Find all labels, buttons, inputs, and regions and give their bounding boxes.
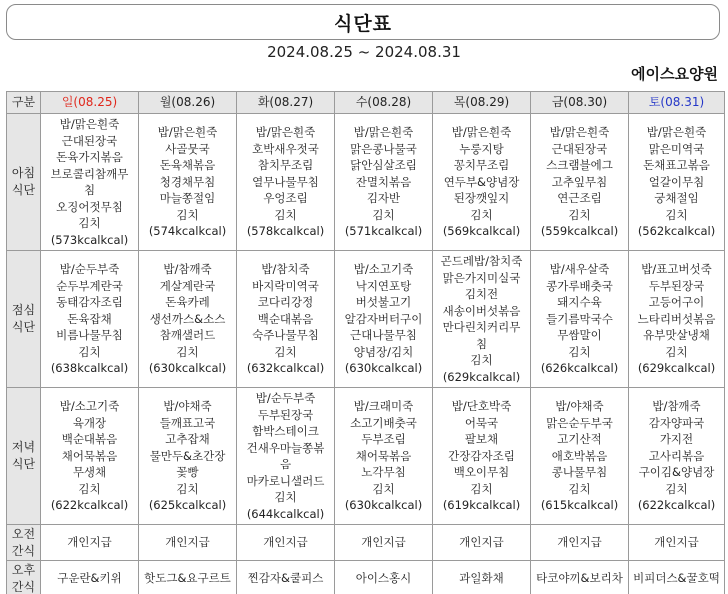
- calorie-label: (574kcalkcal): [148, 224, 227, 239]
- menu-item: 김치: [274, 207, 297, 222]
- menu-item: 꽃빵: [176, 465, 199, 480]
- calorie-label: (630kcalkcal): [344, 361, 423, 376]
- meal-label-line: 아침: [11, 166, 36, 180]
- menu-item: 팔보채: [464, 432, 499, 447]
- menu-item: 마카로니샐러드: [246, 473, 325, 488]
- menu-item: 어묵국: [464, 415, 499, 430]
- snack-cell: 개인지급: [139, 525, 237, 561]
- meal-cell: [335, 388, 433, 525]
- calorie-label: (626kcalkcal): [540, 361, 619, 376]
- menu-item: 근대된장국: [551, 141, 608, 156]
- menu-item: 비름나물무침: [56, 328, 123, 343]
- menu-item: 김치: [78, 344, 101, 359]
- meal-cell: [531, 388, 629, 525]
- menu-item: 감자양파국: [648, 415, 705, 430]
- menu-item: 김치: [470, 353, 493, 367]
- calorie-label: (573kcalkcal): [50, 232, 129, 247]
- menu-item: 밥/순두부죽: [255, 391, 316, 405]
- snack-row: [7, 561, 725, 594]
- meal-cell: [629, 388, 725, 525]
- menu-item: 새송이버섯볶음: [442, 303, 521, 318]
- snack-label-line: 간식: [11, 579, 36, 594]
- calorie-label: (615kcalkcal): [540, 498, 619, 513]
- day-header: 일(08.25): [41, 92, 139, 114]
- snack-cell: 개인지급: [433, 525, 531, 561]
- menu-item: 돈채표고볶음: [643, 158, 710, 173]
- menu-item: 마늘쫑절임: [159, 191, 216, 206]
- menu-item: 김치: [372, 207, 395, 222]
- snack-cell: 개인지급: [237, 525, 335, 561]
- menu-item: 육개장: [72, 415, 107, 430]
- menu-item: 구이김&양념장: [638, 465, 715, 480]
- menu-item: 김치: [274, 344, 297, 359]
- menu-item: 간장감자조림: [448, 448, 515, 463]
- menu-item: 김치: [372, 481, 395, 496]
- meal-cell: [433, 251, 531, 388]
- meal-cell: [629, 114, 725, 251]
- facility-name: 에이스요양원: [631, 65, 718, 83]
- menu-item: 밥/맑은흰죽: [157, 125, 218, 140]
- page-title: 식단표: [333, 12, 393, 35]
- menu-item: 닭안심살조림: [350, 158, 417, 173]
- menu-item: 김치: [665, 344, 688, 359]
- day-header: 화(08.27): [237, 92, 335, 114]
- meal-cell: [629, 251, 725, 388]
- menu-item: 무생채: [72, 465, 107, 480]
- menu-item: 고기산적: [557, 432, 602, 447]
- calorie-label: (562kcalkcal): [637, 224, 716, 239]
- snack-cell: 개인지급: [629, 525, 725, 561]
- menu-item: 낙지연포탕: [355, 278, 412, 293]
- meal-row: [7, 251, 725, 388]
- menu-item: 김자반: [366, 191, 401, 206]
- meal-cell: [433, 388, 531, 525]
- menu-item: 맑은미역국: [648, 141, 705, 156]
- title-box: [6, 4, 720, 40]
- menu-item: 김치: [78, 481, 101, 496]
- menu-item: 소고기배춧국: [350, 415, 417, 430]
- menu-item: 우엉조림: [263, 191, 308, 206]
- meal-cell: [531, 114, 629, 251]
- calorie-label: (571kcalkcal): [344, 224, 423, 239]
- menu-item: 오징어젓무침: [56, 199, 123, 214]
- menu-item: 게살계란국: [159, 278, 216, 293]
- menu-item: 된장깻잎지: [453, 191, 510, 206]
- menu-item: 고등어구이: [648, 295, 705, 310]
- calorie-label: (578kcalkcal): [246, 224, 325, 239]
- menu-item: 채어묵볶음: [61, 448, 118, 463]
- calorie-label: (625kcalkcal): [148, 498, 227, 513]
- menu-item: 돈육카레: [165, 295, 210, 310]
- menu-item: 밥/참깨죽: [652, 399, 701, 414]
- calorie-label: (638kcalkcal): [50, 361, 129, 376]
- snack-cell: 비피더스&꿀호떡: [629, 561, 725, 594]
- menu-item: 건새우마늘쫑볶: [246, 440, 325, 455]
- menu-item: 김치전: [464, 287, 499, 301]
- day-header: 수(08.28): [335, 92, 433, 114]
- menu-item: 밥/참치죽: [261, 262, 310, 277]
- menu-item: 느타리버섯볶음: [637, 311, 716, 326]
- calorie-label: (630kcalkcal): [148, 361, 227, 376]
- meal-cell: [139, 388, 237, 525]
- meal-cell: [237, 251, 335, 388]
- snack-cell: 개인지급: [335, 525, 433, 561]
- calorie-label: (629kcalkcal): [637, 361, 716, 376]
- menu-item: 밥/크래미죽: [353, 399, 414, 414]
- menu-item: 김치: [470, 481, 493, 496]
- menu-item: 맑은가지미실국: [442, 270, 521, 285]
- menu-item: 얼갈이무침: [648, 174, 705, 189]
- day-header: 금(08.30): [531, 92, 629, 114]
- menu-item: 함박스테이크: [252, 424, 319, 438]
- calorie-label: (559kcalkcal): [540, 224, 619, 239]
- menu-item: 김치: [665, 481, 688, 496]
- menu-item: 노각무침: [361, 465, 406, 480]
- meal-cell: [433, 114, 531, 251]
- meal-cell: [41, 388, 139, 525]
- menu-item: 밥/맑은흰죽: [646, 125, 707, 140]
- menu-item: 고사리볶음: [648, 448, 705, 463]
- meal-row: [7, 114, 725, 251]
- menu-item: 김치: [78, 216, 101, 230]
- menu-item: 두부된장국: [648, 278, 705, 293]
- date-range: 2024.08.25 ~ 2024.08.31: [267, 43, 461, 61]
- menu-item: 브로콜리참깨무: [50, 166, 129, 181]
- menu-item: 참치무조림: [257, 158, 314, 173]
- menu-item: 밥/맑은흰죽: [451, 125, 512, 140]
- calorie-label: (630kcalkcal): [344, 498, 423, 513]
- menu-item: 코다리강정: [257, 295, 314, 310]
- menu-item: 침: [475, 336, 488, 351]
- menu-item: 숙주나물무침: [252, 328, 319, 343]
- meal-label: [7, 114, 41, 251]
- menu-item: 곤드레밥/참치죽: [440, 254, 523, 268]
- meal-cell: [41, 251, 139, 388]
- menu-item: 김치: [568, 207, 591, 222]
- snack-cell: 타코야끼&보리차: [531, 561, 629, 594]
- calorie-label: (569kcalkcal): [442, 224, 521, 239]
- menu-item: 밥/맑은흰죽: [549, 125, 610, 140]
- menu-item: 연두부&양념장: [443, 174, 520, 189]
- menu-item: 돈육잡채: [67, 311, 112, 326]
- menu-item: 고추잡채: [165, 432, 210, 447]
- snack-cell: 개인지급: [531, 525, 629, 561]
- meal-cell: [237, 388, 335, 525]
- snack-cell: 구운란&키위: [41, 561, 139, 594]
- menu-item: 바지락미역국: [252, 278, 319, 293]
- menu-item: 밥/참깨죽: [163, 262, 212, 277]
- menu-item: 유부맛살냉채: [643, 328, 710, 343]
- menu-item: 스크램블에그: [546, 158, 613, 173]
- menu-item: 꽁치무조림: [453, 158, 510, 173]
- menu-item: 호박새우젓국: [252, 141, 319, 156]
- snack-cell: 아이스홍시: [335, 561, 433, 594]
- menu-item: 잔멸치볶음: [355, 174, 412, 189]
- menu-item: 들깨표고국: [159, 415, 216, 430]
- day-header: 목(08.29): [433, 92, 531, 114]
- meal-cell: [139, 114, 237, 251]
- menu-item: 음: [279, 457, 292, 471]
- menu-item: 콩나물무침: [551, 465, 608, 480]
- meal-label-line: 저녁: [11, 440, 36, 454]
- menu-item: 밥/표고버섯죽: [641, 262, 712, 277]
- snack-cell: 개인지급: [41, 525, 139, 561]
- menu-item: 김치: [176, 481, 199, 496]
- menu-item: 알감자버터구이: [344, 311, 423, 326]
- menu-item: 맑은순두부국: [546, 415, 613, 430]
- menu-item: 동태감자조림: [56, 295, 123, 310]
- menu-item: 버섯불고기: [355, 295, 412, 310]
- menu-item: 누룽지탕: [459, 141, 504, 156]
- menu-item: 물만두&초간장: [149, 448, 226, 463]
- calorie-label: (622kcalkcal): [50, 498, 129, 513]
- menu-item: 돈육가지볶음: [56, 150, 123, 164]
- menu-item: 김치: [176, 207, 199, 222]
- meal-label-line: 식단: [11, 457, 36, 471]
- menu-item: 백순대볶음: [257, 311, 314, 326]
- meal-label-line: 식단: [11, 320, 36, 334]
- menu-item: 참깨샐러드: [159, 328, 216, 343]
- meal-label-line: 식단: [11, 183, 36, 197]
- menu-item: 백오이무침: [453, 465, 510, 480]
- menu-item: 열무나물무침: [252, 174, 319, 189]
- menu-item: 김치: [274, 490, 297, 504]
- meal-label: [7, 251, 41, 388]
- corner-label: 구분: [7, 92, 41, 114]
- menu-item: 침: [83, 183, 96, 197]
- menu-item: 근대된장국: [61, 133, 118, 148]
- meal-label: [7, 388, 41, 525]
- menu-item: 돼지수육: [557, 295, 602, 310]
- snack-label: [7, 525, 41, 561]
- header-row: [7, 92, 725, 114]
- menu-item: 밥/맑은흰죽: [59, 117, 120, 131]
- menu-item: 김치: [176, 344, 199, 359]
- menu-item: 양념장/김치: [353, 344, 414, 359]
- menu-item: 돈육채볶음: [159, 158, 216, 173]
- menu-item: 연근조림: [557, 191, 602, 206]
- menu-item: 밥/맑은흰죽: [353, 125, 414, 140]
- menu-item: 궁채절임: [654, 191, 699, 206]
- calorie-label: (629kcalkcal): [442, 369, 521, 384]
- snack-label: [7, 561, 41, 594]
- menu-item: 김치: [568, 344, 591, 359]
- menu-item: 김치: [470, 207, 493, 222]
- meal-cell: [531, 251, 629, 388]
- menu-item: 근대나물무침: [350, 328, 417, 343]
- menu-item: 순두부계란국: [56, 278, 123, 293]
- menu-item: 채어묵볶음: [355, 448, 412, 463]
- menu-item: 맑은콩나물국: [350, 141, 417, 156]
- menu-item: 두부조림: [361, 432, 406, 447]
- menu-item: 고추잎무침: [551, 174, 608, 189]
- menu-item: 밥/순두부죽: [59, 262, 120, 277]
- menu-item: 김치: [568, 481, 591, 496]
- meal-label-line: 점심: [11, 303, 36, 317]
- calorie-label: (619kcalkcal): [442, 498, 521, 513]
- meal-cell: [41, 114, 139, 251]
- menu-item: 애호박볶음: [551, 448, 608, 463]
- menu-item: 청경채무침: [159, 174, 216, 189]
- menu-item: 밥/소고기죽: [353, 262, 414, 277]
- meal-row: [7, 388, 725, 525]
- menu-item: 밥/단호박죽: [451, 399, 512, 414]
- menu-item: 김치: [665, 207, 688, 222]
- menu-item: 밥/소고기죽: [59, 399, 120, 414]
- menu-item: 백순대볶음: [61, 432, 118, 447]
- calorie-label: (632kcalkcal): [246, 361, 325, 376]
- day-header: 토(08.31): [629, 92, 725, 114]
- menu-item: 콩가루배춧국: [546, 278, 613, 293]
- menu-item: 밥/맑은흰죽: [255, 125, 316, 140]
- menu-item: 사골뭇국: [165, 141, 210, 156]
- meal-cell: [335, 251, 433, 388]
- menu-item: 가지전: [659, 432, 694, 447]
- menu-item: 만다린치커리무: [442, 320, 521, 334]
- menu-item: 밥/야채죽: [555, 399, 604, 414]
- calorie-label: (622kcalkcal): [637, 498, 716, 513]
- snack-row: [7, 525, 725, 561]
- menu-item: 무쌈말이: [557, 328, 602, 343]
- meal-cell: [237, 114, 335, 251]
- snack-label-line: 오후: [11, 562, 36, 577]
- snack-cell: 과일화채: [433, 561, 531, 594]
- menu-item: 들기름막국수: [546, 311, 613, 326]
- menu-table: [6, 91, 725, 594]
- snack-cell: 핫도그&요구르트: [139, 561, 237, 594]
- meal-cell: [335, 114, 433, 251]
- snack-label-line: 오전: [11, 526, 36, 541]
- day-header: 월(08.26): [139, 92, 237, 114]
- menu-item: 밥/새우살죽: [549, 262, 610, 277]
- meal-cell: [139, 251, 237, 388]
- snack-label-line: 간식: [11, 543, 36, 558]
- menu-item: 밥/야채죽: [163, 399, 212, 414]
- calorie-label: (644kcalkcal): [246, 506, 325, 521]
- snack-cell: 찐감자&쿨피스: [237, 561, 335, 594]
- menu-item: 생선까스&소스: [149, 311, 226, 326]
- menu-item: 두부된장국: [257, 407, 314, 422]
